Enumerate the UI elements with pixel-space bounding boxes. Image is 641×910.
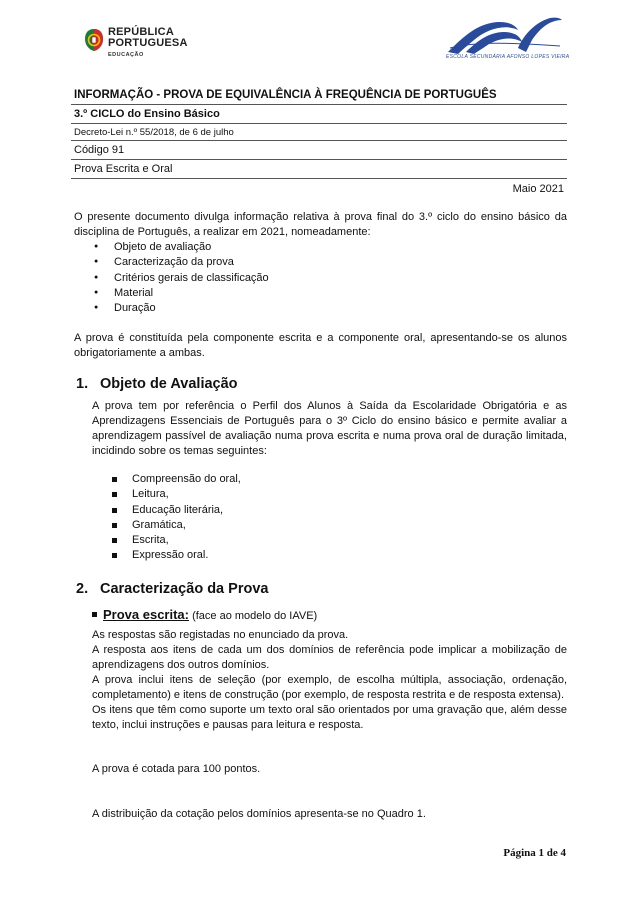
list-item [110,472,410,487]
intro-paragraph: O presente documento divulga informação relativa à prova final do 3.º ciclo do ensino básico da disciplina de Português, a realizar em 2021, nomeadamente: [74,211,567,238]
description-line: A prova inclui itens de seleção (por exemplo, de escolha múltipla, associação, ordenação, completamento) e itens de construção (por exemplo, de resposta restrita e de resposta extensa). [92,674,567,701]
decree-reference: Decreto-Lei n.º 55/2018, de 6 de julho [71,124,567,141]
components-paragraph: A prova é constituída pela componente escrita e a componente oral, apresentando-se os alunos obrigatoriamente a ambas. [74,332,567,359]
square-bullet-icon [92,612,97,617]
list-item [92,271,392,286]
list-item [110,533,410,548]
list-item-text: Escrita, [132,534,169,547]
list-item-text: Gramática, [132,518,186,531]
written-exam-note: (face ao modelo do IAVE) [192,610,318,622]
section-1-paragraph: A prova tem por referência o Perfil dos Alunos à Saída da Escolaridade Obrigatória e as Aprendizagens Essenciais de Português para o 3º Ciclo do ensino básico e permite avaliar a aprendizagem passível de avaliação numa prova escrita e numa prova oral de duração limitada, incidindo sobre os temas seguintes: [92,400,567,457]
section-number: 2. [76,581,89,597]
list-item-text: Material [114,286,154,299]
document-info-table [71,85,567,198]
section-title: Caracterização da Prova [100,581,269,597]
info-row-date [71,179,567,199]
info-row-type [71,160,567,179]
section-title: Objeto de Avaliação [100,376,238,392]
info-row-decree [71,124,567,141]
list-item [92,255,392,270]
list-item-text: Duração [114,302,156,315]
section-2-heading [76,581,268,597]
list-item-text: Critérios gerais de classificação [114,271,269,284]
list-item [92,286,392,301]
page-header [0,0,641,70]
gov-name [108,27,188,49]
section-1-heading [76,376,238,392]
list-item [92,301,392,316]
list-item [110,518,410,533]
info-row-code [71,141,567,160]
description-line: Os itens que têm como suporte um texto oral são orientados por uma gravação que, além desse texto, inclui instruções e pausas para leitura e resposta. [92,704,567,731]
list-item-text: Educação literária, [132,503,224,516]
list-item [110,487,410,502]
section-number: 1. [76,376,89,392]
school-name: ESCOLA SECUNDÁRIA AFONSO LOPES VIEIRA [446,54,570,60]
portugal-emblem-icon [84,28,104,52]
list-item-text: Expressão oral. [132,549,209,562]
list-item [110,548,410,563]
document-title: INFORMAÇÃO - PROVA DE EQUIVALÊNCIA À FREQUÊNCIA DE PORTUGUÊS [71,85,567,105]
gov-ministry: EDUCAÇÃO [108,52,144,58]
intro-list [92,240,392,316]
themes-list [110,472,410,564]
written-exam-label: Prova escrita: [103,607,189,622]
points-paragraph: A prova é cotada para 100 pontos. [92,763,261,775]
gov-name-line2: PORTUGUESA [108,37,188,49]
list-item-text: Caracterização da prova [114,256,234,269]
description-line: A resposta aos itens de cada um dos domínios de referência pode implicar a mobilização de aprendizagens dos outros domínios. [92,644,567,671]
description-line: As respostas são registadas no enunciado da prova. [92,629,349,641]
distribution-paragraph: A distribuição da cotação pelos domínios apresenta-se no Quadro 1. [92,808,426,820]
gov-name-line1: REPÚBLICA [108,26,174,38]
exam-type: Prova Escrita e Oral [71,160,567,179]
list-item-text: Leitura, [132,488,169,501]
list-item [110,503,410,518]
page-number: Página 1 de 4 [503,847,566,859]
list-item-text: Objeto de avaliação [114,241,212,253]
republica-portuguesa-logo [84,27,204,59]
info-row-cycle [71,105,567,124]
education-cycle: 3.º CICLO do Ensino Básico [71,105,567,124]
document-date: Maio 2021 [71,179,567,199]
list-item-text: Compreensão do oral, [132,473,241,485]
exam-code: Código 91 [71,141,567,160]
list-item [92,240,392,255]
written-exam-description [92,628,567,733]
written-exam-subheading [92,607,317,622]
info-row-title [71,85,567,105]
